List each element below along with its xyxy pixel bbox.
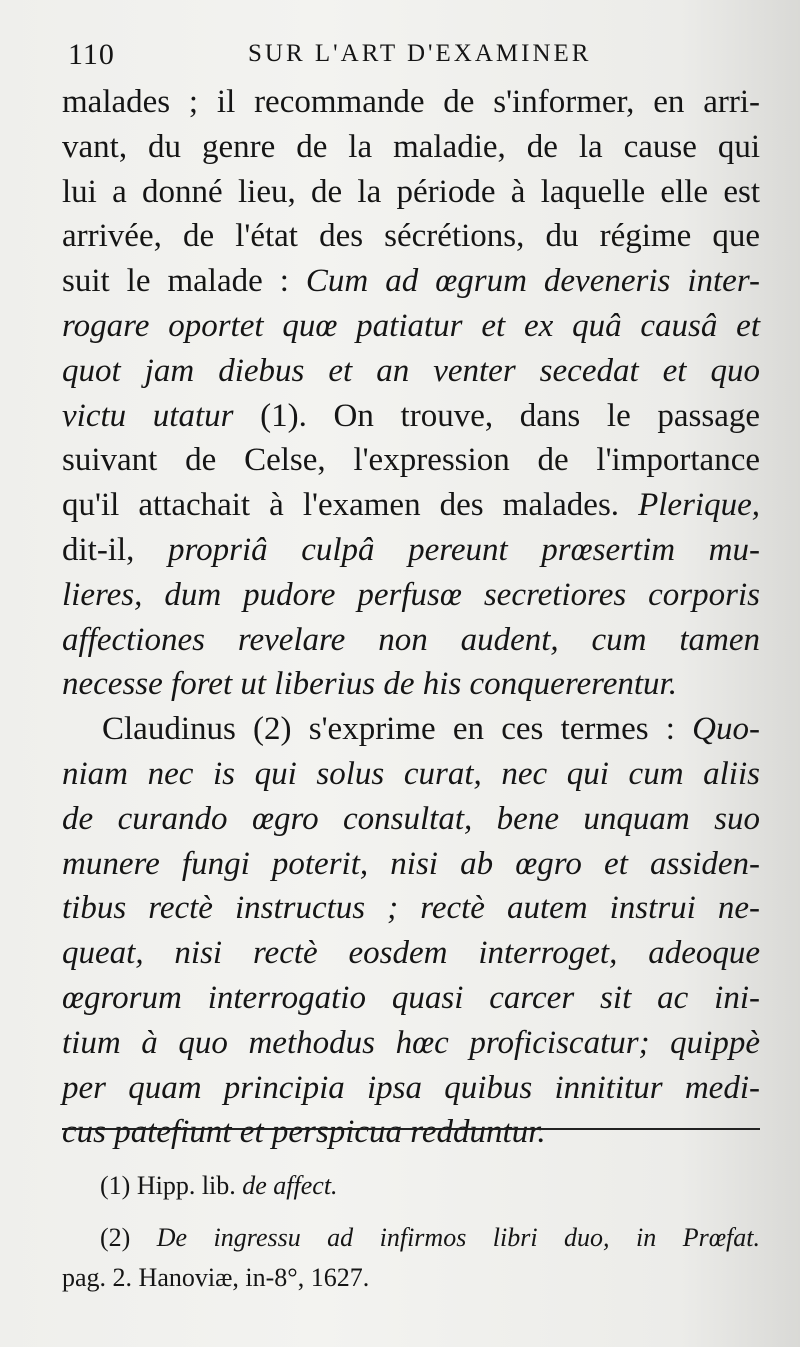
text-line xyxy=(62,662,760,707)
text-line xyxy=(62,797,760,842)
italic-text: victu utatur xyxy=(62,397,234,434)
text-line xyxy=(62,842,760,887)
italic-text: œgrorum interrogatio quasi carcer sit ac ini- xyxy=(62,979,760,1016)
italic-text: propriâ culpâ pereunt prœsertim mu- xyxy=(168,531,760,568)
page-number: 110 xyxy=(68,38,115,71)
italic-text: de affect. xyxy=(242,1171,338,1200)
text-line xyxy=(62,483,760,528)
italic-text: rogare oportet quœ patiatur et ex quâ causâ et xyxy=(62,307,760,344)
text-segment: (2) xyxy=(100,1223,157,1252)
text-line xyxy=(62,528,760,573)
italic-text: munere fungi poterit, nisi ab œgro et assiden- xyxy=(62,845,760,882)
italic-text: Quo- xyxy=(692,711,760,748)
text-line xyxy=(62,1066,760,1111)
italic-text: per quam principia ipsa quibus innititur medi- xyxy=(62,1069,760,1106)
text-line xyxy=(62,752,760,797)
italic-text: necesse foret ut liberius de his conquererentur. xyxy=(62,666,677,703)
footnotes xyxy=(62,1166,760,1298)
italic-text: quot jam diebus et an venter secedat et quo xyxy=(62,352,760,389)
text-line xyxy=(62,618,760,663)
text-line xyxy=(62,1110,760,1155)
footnote-line xyxy=(62,1166,760,1206)
italic-text: lieres, dum pudore perfusœ secretiores corporis xyxy=(62,576,760,613)
italic-text: de curando œgro consultat, bene unquam suo xyxy=(62,800,760,837)
text-segment: suivant de Celse, l'expression de l'importance xyxy=(62,442,760,479)
footnote-line xyxy=(62,1218,760,1258)
body-text xyxy=(62,80,760,1155)
text-segment: pag. 2. Hanoviæ, in-8°, 1627. xyxy=(62,1263,370,1292)
text-line xyxy=(62,438,760,483)
italic-text: niam nec is qui solus curat, nec qui cum aliis xyxy=(62,755,760,792)
text-segment: malades ; il recommande de s'informer, en arri- xyxy=(62,84,760,120)
text-line xyxy=(62,573,760,618)
text-line xyxy=(62,214,760,259)
italic-text: affectiones revelare non audent, cum tamen xyxy=(62,621,760,658)
text-segment: dit-il, xyxy=(62,531,168,568)
page-header xyxy=(68,38,758,78)
text-line xyxy=(62,976,760,1021)
italic-text: Plerique, xyxy=(638,487,760,524)
italic-text: tibus rectè instructus ; rectè autem instrui ne- xyxy=(62,890,760,927)
text-line xyxy=(62,304,760,349)
italic-text: De ingressu ad infirmos libri duo, in Prœfat. xyxy=(156,1223,760,1252)
text-line xyxy=(62,931,760,976)
running-head: SUR L'ART D'EXAMINER xyxy=(248,40,592,67)
text-segment: arrivée, de l'état des sécrétions, du régime que xyxy=(62,218,760,255)
text-segment: vant, du genre de la maladie, de la cause qui xyxy=(62,128,760,165)
text-segment: (1). On trouve, dans le passage xyxy=(233,397,761,434)
text-line xyxy=(62,259,760,304)
text-line xyxy=(62,707,760,752)
text-segment: suit le malade : xyxy=(62,263,306,300)
text-segment: qu'il attachait à l'examen des malades. xyxy=(62,487,639,524)
text-segment: lui a donné lieu, de la période à laquelle elle est xyxy=(62,173,760,210)
text-segment: (1) Hipp. lib. xyxy=(100,1171,243,1200)
text-line xyxy=(62,80,760,125)
text-line xyxy=(62,394,760,439)
text-line xyxy=(62,1021,760,1066)
footnote-line xyxy=(62,1258,760,1298)
italic-text: Cum ad œgrum deveneris inter- xyxy=(305,263,760,300)
italic-text: cus patefiunt et perspicua redduntur. xyxy=(62,1114,546,1151)
footnote-rule xyxy=(62,1128,760,1130)
text-line xyxy=(62,170,760,215)
text-line xyxy=(62,886,760,931)
text-line xyxy=(62,349,760,394)
italic-text: queat, nisi rectè eosdem interroget, adeoque xyxy=(62,935,760,972)
text-segment: Claudinus (2) s'exprime en ces termes : xyxy=(102,711,693,748)
text-line xyxy=(62,125,760,170)
italic-text: tium à quo methodus hœc proficiscatur; quippè xyxy=(62,1024,760,1061)
